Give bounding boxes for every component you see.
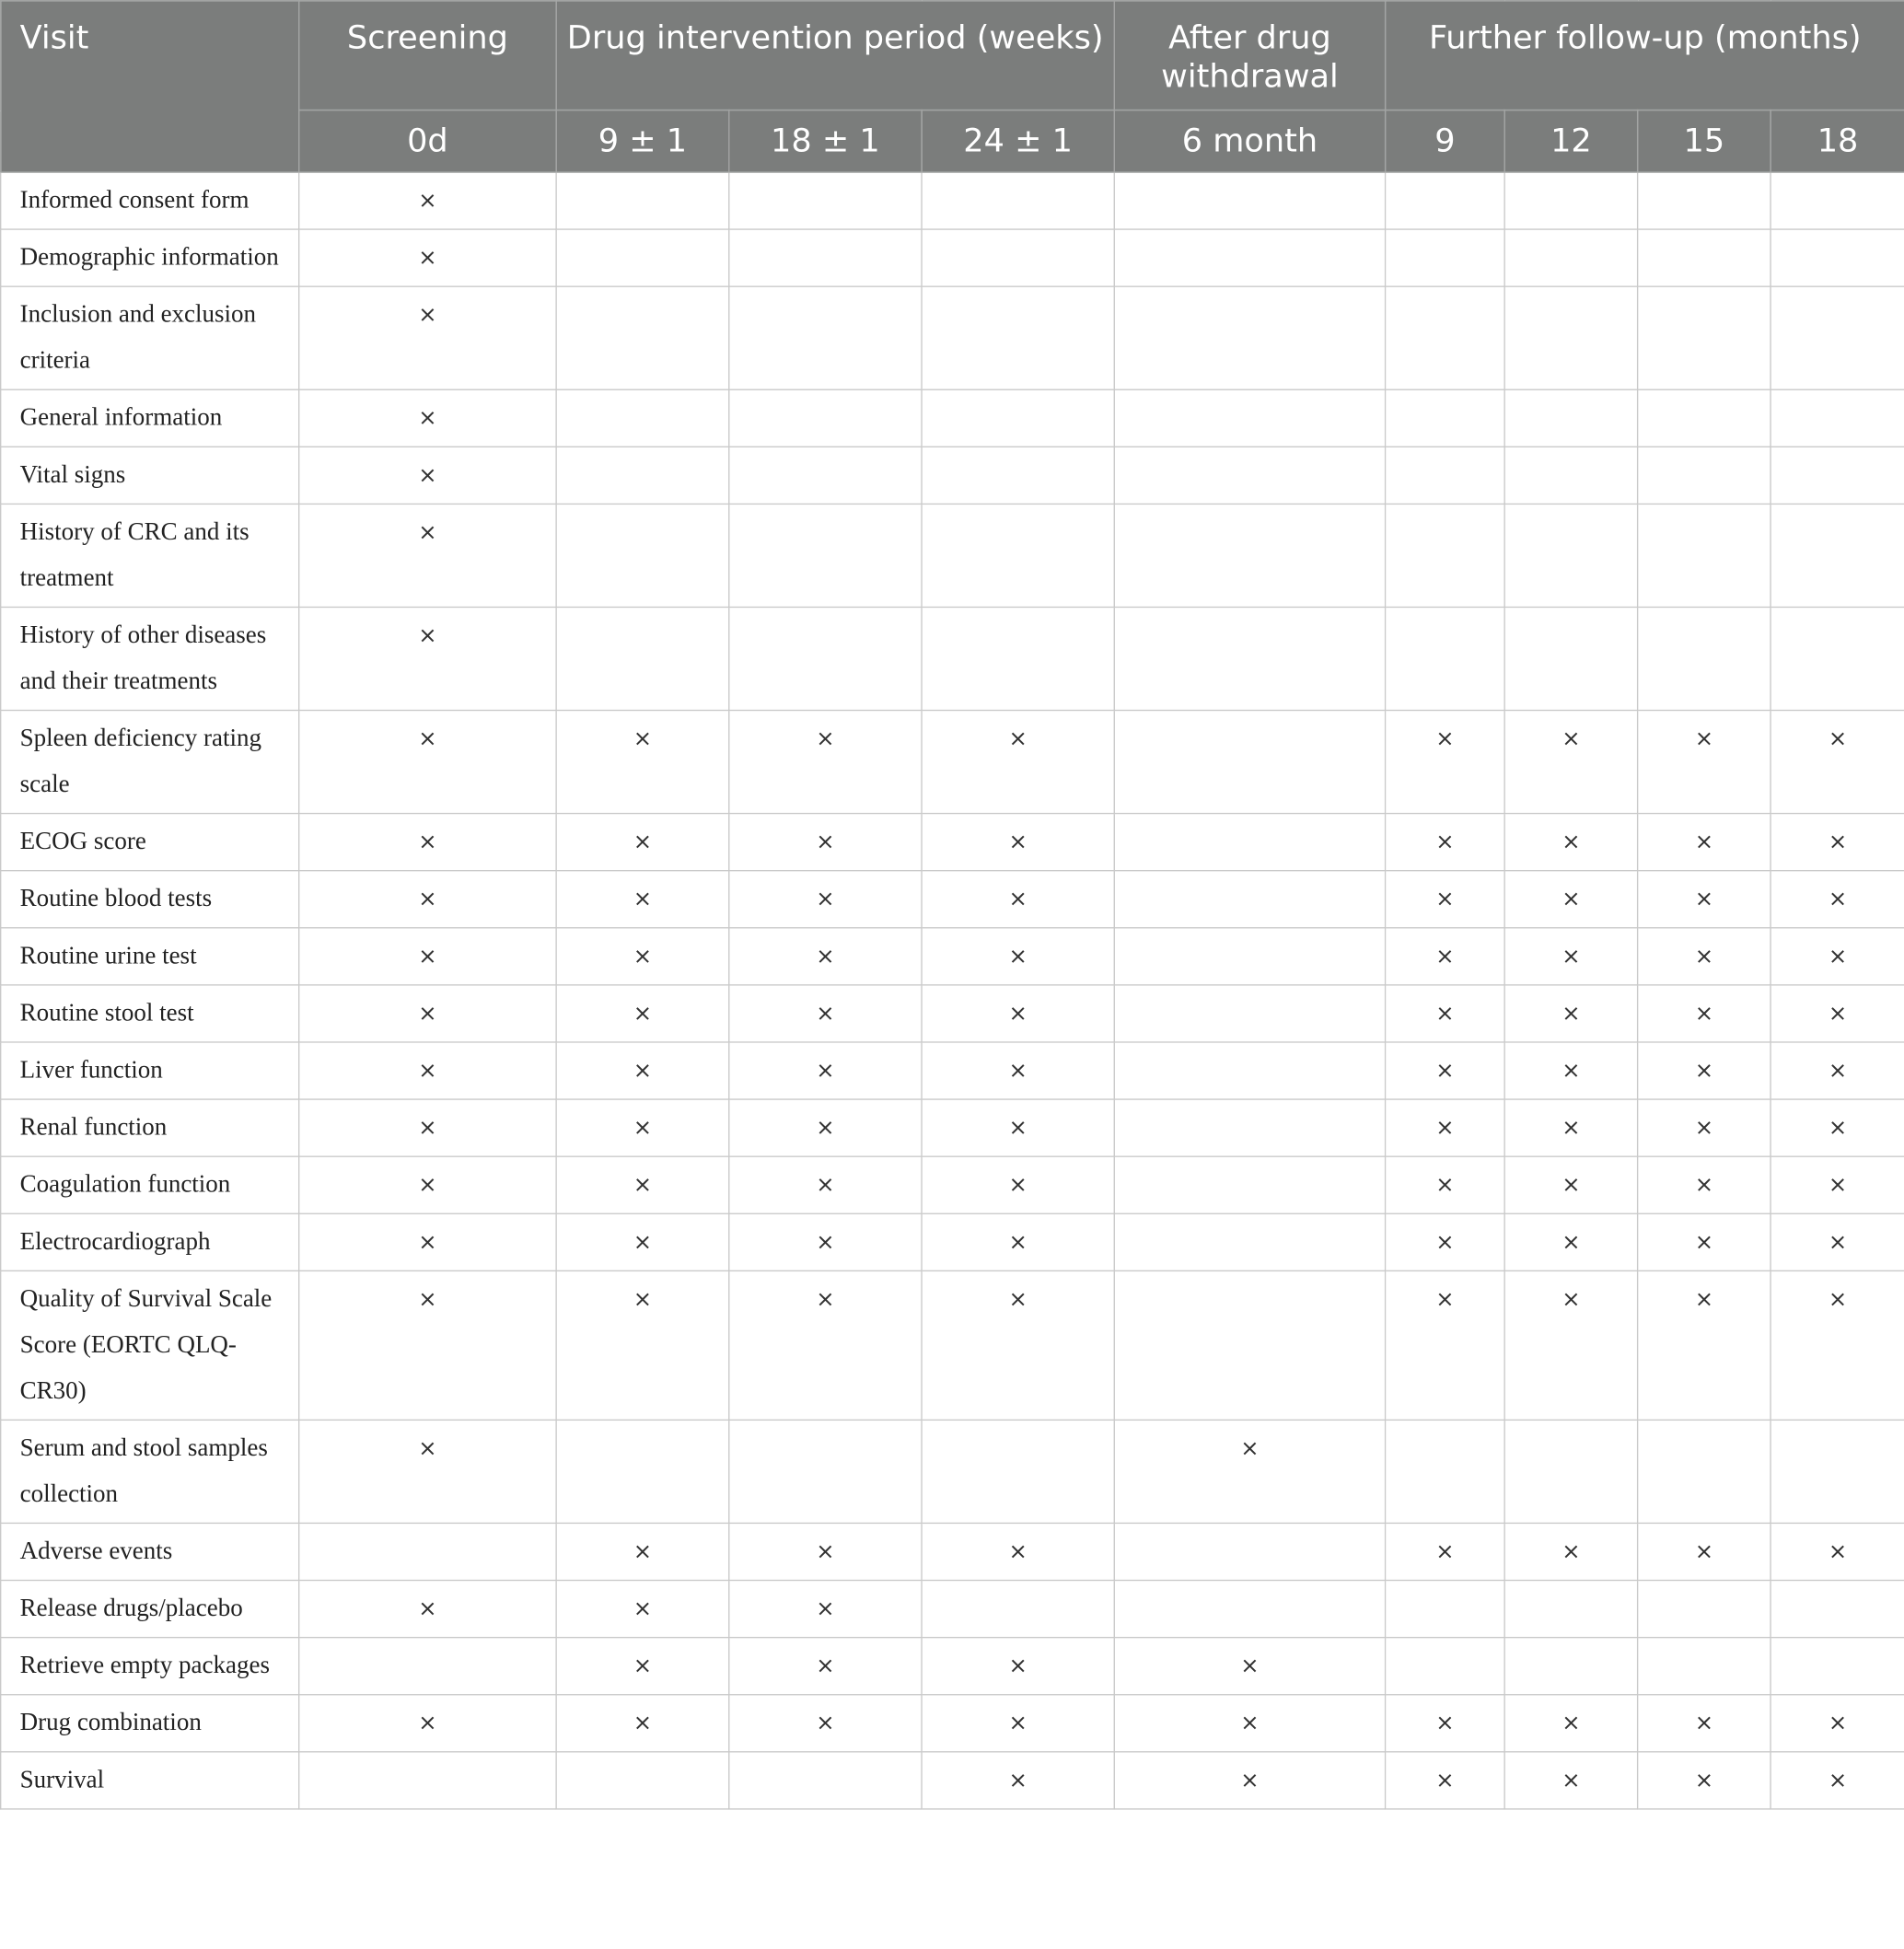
schedule-cell: × (1386, 711, 1505, 814)
schedule-cell: × (1770, 1695, 1904, 1752)
schedule-cell (1770, 286, 1904, 389)
timepoint-header: 18 ± 1 (729, 110, 922, 172)
row-label: Routine stool test (1, 985, 299, 1042)
schedule-cell: × (729, 928, 922, 985)
schedule-cell: × (729, 711, 922, 814)
timepoint-header: 6 month (1114, 110, 1385, 172)
schedule-cell: × (1770, 1156, 1904, 1213)
schedule-cell: × (922, 1270, 1114, 1420)
row-label: Adverse events (1, 1523, 299, 1580)
schedule-cell: × (729, 1695, 922, 1752)
schedule-cell: × (1638, 1042, 1770, 1099)
schedule-cell: × (1770, 871, 1904, 928)
schedule-cell: × (1504, 1752, 1637, 1809)
schedule-cell (1386, 286, 1505, 389)
schedule-cell: × (299, 607, 556, 710)
schedule-cell: × (1504, 1695, 1637, 1752)
schedule-cell: × (1386, 1042, 1505, 1099)
schedule-cell (299, 1752, 556, 1809)
schedule-cell (922, 1420, 1114, 1523)
schedule-cell: × (1504, 985, 1637, 1042)
row-label: Routine urine test (1, 928, 299, 985)
schedule-cell (1114, 1581, 1385, 1638)
schedule-cell (556, 1420, 729, 1523)
schedule-cell (1114, 1099, 1385, 1156)
row-label: Spleen deficiency rating scale (1, 711, 299, 814)
header-screening: Screening (299, 1, 556, 110)
schedule-cell: × (1386, 1213, 1505, 1270)
schedule-cell: × (729, 985, 922, 1042)
schedule-cell (1638, 447, 1770, 504)
schedule-cell (729, 607, 922, 710)
schedule-cell: × (1504, 1099, 1637, 1156)
schedule-cell (1638, 286, 1770, 389)
schedule-cell (1386, 447, 1505, 504)
schedule-cell (729, 286, 922, 389)
schedule-cell: × (556, 985, 729, 1042)
schedule-cell: × (1770, 814, 1904, 871)
schedule-cell: × (1638, 1695, 1770, 1752)
schedule-cell (1504, 172, 1637, 229)
schedule-cell (556, 607, 729, 710)
schedule-cell: × (1504, 1523, 1637, 1580)
table-row (1, 1523, 1904, 1580)
table-row (1, 172, 1904, 229)
schedule-cell: × (1504, 814, 1637, 871)
schedule-cell: × (556, 928, 729, 985)
schedule-cell (1770, 229, 1904, 286)
table-row (1, 711, 1904, 814)
schedule-cell: × (556, 814, 729, 871)
schedule-cell (1770, 1420, 1904, 1523)
schedule-cell (1114, 607, 1385, 710)
schedule-cell: × (556, 1213, 729, 1270)
row-label: Liver function (1, 1042, 299, 1099)
schedule-cell: × (1114, 1420, 1385, 1523)
row-label: Demographic information (1, 229, 299, 286)
schedule-cell: × (1386, 985, 1505, 1042)
schedule-cell (1770, 1581, 1904, 1638)
schedule-cell: × (299, 229, 556, 286)
schedule-cell (1114, 229, 1385, 286)
schedule-cell: × (299, 286, 556, 389)
schedule-cell: × (729, 1099, 922, 1156)
schedule-cell: × (1770, 1270, 1904, 1420)
schedule-cell (556, 447, 729, 504)
schedule-cell (1504, 1581, 1637, 1638)
schedule-cell: × (922, 1213, 1114, 1270)
schedule-cell (1114, 928, 1385, 985)
schedule-cell (729, 229, 922, 286)
schedule-cell (1504, 504, 1637, 607)
schedule-cell: × (556, 1638, 729, 1695)
table-row (1, 1099, 1904, 1156)
schedule-cell: × (1504, 1270, 1637, 1420)
schedule-cell: × (729, 1523, 922, 1580)
schedule-cell (1386, 1420, 1505, 1523)
table-row (1, 229, 1904, 286)
schedule-cell: × (1770, 985, 1904, 1042)
schedule-cell (1770, 1638, 1904, 1695)
schedule-cell (556, 504, 729, 607)
schedule-cell: × (556, 1042, 729, 1099)
table-row (1, 447, 1904, 504)
schedule-cell (1114, 1156, 1385, 1213)
schedule-cell (922, 607, 1114, 710)
table-row (1, 928, 1904, 985)
schedule-cell: × (1504, 871, 1637, 928)
schedule-cell: × (1386, 871, 1505, 928)
schedule-cell: × (922, 1638, 1114, 1695)
schedule-cell: × (922, 814, 1114, 871)
schedule-cell: × (1770, 1042, 1904, 1099)
schedule-cell (1504, 229, 1637, 286)
schedule-cell: × (299, 447, 556, 504)
table-row (1, 1638, 1904, 1695)
timepoint-header: 9 ± 1 (556, 110, 729, 172)
timepoint-header: 12 (1504, 110, 1637, 172)
schedule-cell (1504, 286, 1637, 389)
schedule-cell (1770, 607, 1904, 710)
table-row (1, 871, 1904, 928)
schedule-cell: × (1504, 928, 1637, 985)
schedule-cell: × (1638, 1523, 1770, 1580)
row-label: Quality of Survival Scale Score (EORTC QLQ-CR30) (1, 1270, 299, 1420)
schedule-cell: × (1386, 928, 1505, 985)
schedule-cell: × (299, 814, 556, 871)
schedule-cell: × (299, 985, 556, 1042)
schedule-cell (922, 447, 1114, 504)
schedule-cell: × (1770, 1213, 1904, 1270)
table-row (1, 985, 1904, 1042)
schedule-cell: × (729, 1213, 922, 1270)
schedule-cell: × (556, 1581, 729, 1638)
schedule-cell (1638, 1581, 1770, 1638)
header-row-groups (1, 1, 1904, 110)
schedule-cell: × (1386, 1156, 1505, 1213)
schedule-cell: × (1386, 1695, 1505, 1752)
schedule-cell (1504, 607, 1637, 710)
table-row (1, 1581, 1904, 1638)
schedule-cell: × (1386, 1752, 1505, 1809)
schedule-cell: × (922, 1695, 1114, 1752)
header-after-withdrawal: After drug withdrawal (1114, 1, 1385, 110)
schedule-cell: × (556, 1099, 729, 1156)
schedule-cell (922, 1581, 1114, 1638)
schedule-cell (1114, 1523, 1385, 1580)
schedule-cell (556, 286, 729, 389)
timepoint-header: 0d (299, 110, 556, 172)
schedule-cell: × (299, 1581, 556, 1638)
schedule-cell: × (299, 1042, 556, 1099)
schedule-cell: × (1638, 871, 1770, 928)
schedule-cell (1386, 229, 1505, 286)
schedule-cell: × (1770, 711, 1904, 814)
schedule-cell (556, 229, 729, 286)
row-label: Renal function (1, 1099, 299, 1156)
timepoint-header: 15 (1638, 110, 1770, 172)
schedule-cell: × (299, 928, 556, 985)
schedule-cell (299, 1638, 556, 1695)
schedule-cell: × (729, 871, 922, 928)
schedule-cell (1504, 1420, 1637, 1523)
schedule-cell: × (556, 711, 729, 814)
schedule-cell (556, 1752, 729, 1809)
schedule-cell: × (299, 871, 556, 928)
schedule-cell (922, 172, 1114, 229)
row-label: Vital signs (1, 447, 299, 504)
row-label: Routine blood tests (1, 871, 299, 928)
schedule-cell (1638, 229, 1770, 286)
schedule-cell: × (1386, 1270, 1505, 1420)
schedule-cell (1386, 1638, 1505, 1695)
table-row (1, 1752, 1904, 1809)
schedule-cell: × (1770, 1523, 1904, 1580)
schedule-cell: × (729, 1042, 922, 1099)
schedule-cell: × (922, 1042, 1114, 1099)
schedule-cell (1770, 504, 1904, 607)
schedule-cell: × (922, 1752, 1114, 1809)
schedule-cell (1638, 607, 1770, 710)
schedule-cell: × (299, 1213, 556, 1270)
schedule-cell: × (729, 1581, 922, 1638)
schedule-cell: × (556, 1523, 729, 1580)
schedule-cell: × (1638, 814, 1770, 871)
table-row (1, 814, 1904, 871)
schedule-cell: × (1114, 1752, 1385, 1809)
row-label: Electrocardiograph (1, 1213, 299, 1270)
schedule-cell: × (299, 1099, 556, 1156)
schedule-cell: × (299, 389, 556, 447)
schedule-cell: × (729, 1270, 922, 1420)
schedule-cell: × (299, 711, 556, 814)
schedule-cell: × (922, 1523, 1114, 1580)
schedule-cell: × (1638, 1213, 1770, 1270)
table-row (1, 1156, 1904, 1213)
table-row (1, 1420, 1904, 1523)
schedule-cell: × (922, 985, 1114, 1042)
timepoint-header: 24 ± 1 (922, 110, 1114, 172)
row-label: History of CRC and its treatment (1, 504, 299, 607)
schedule-cell (1386, 607, 1505, 710)
schedule-cell: × (1386, 1099, 1505, 1156)
row-label: History of other diseases and their treatments (1, 607, 299, 710)
schedule-cell (922, 504, 1114, 607)
schedule-cell: × (1504, 1156, 1637, 1213)
table-row (1, 1042, 1904, 1099)
schedule-cell (1638, 1420, 1770, 1523)
schedule-cell: × (729, 1156, 922, 1213)
schedule-cell (922, 389, 1114, 447)
schedule-cell: × (299, 1420, 556, 1523)
schedule-cell (729, 504, 922, 607)
schedule-cell: × (556, 1156, 729, 1213)
schedule-cell: × (556, 1270, 729, 1420)
row-label: Release drugs/placebo (1, 1581, 299, 1638)
schedule-cell: × (299, 1156, 556, 1213)
schedule-cell (729, 389, 922, 447)
table-row (1, 1695, 1904, 1752)
schedule-cell: × (1386, 814, 1505, 871)
row-label: Drug combination (1, 1695, 299, 1752)
schedule-cell (1114, 286, 1385, 389)
schedule-cell: × (1504, 1042, 1637, 1099)
schedule-cell: × (299, 172, 556, 229)
row-label: Informed consent form (1, 172, 299, 229)
schedule-cell: × (922, 1099, 1114, 1156)
schedule-cell: × (922, 711, 1114, 814)
row-label: Survival (1, 1752, 299, 1809)
schedule-cell (1386, 504, 1505, 607)
schedule-cell (1114, 1213, 1385, 1270)
schedule-cell: × (1504, 1213, 1637, 1270)
header-visit: Visit (1, 1, 299, 172)
schedule-cell (1114, 389, 1385, 447)
table-row (1, 1213, 1904, 1270)
schedule-cell: × (1770, 1752, 1904, 1809)
table-body (1, 172, 1904, 1809)
schedule-cell (1386, 172, 1505, 229)
row-label: Serum and stool samples collection (1, 1420, 299, 1523)
schedule-cell (922, 229, 1114, 286)
schedule-cell (1770, 389, 1904, 447)
schedule-cell (1770, 447, 1904, 504)
schedule-cell: × (922, 1156, 1114, 1213)
schedule-cell (1114, 504, 1385, 607)
schedule-cell (729, 1752, 922, 1809)
table-header (1, 1, 1904, 172)
table-row (1, 504, 1904, 607)
schedule-cell (556, 172, 729, 229)
schedule-cell (1114, 1042, 1385, 1099)
schedule-cell: × (299, 1695, 556, 1752)
schedule-cell: × (1114, 1695, 1385, 1752)
table-row (1, 607, 1904, 710)
row-label: Coagulation function (1, 1156, 299, 1213)
schedule-cell (1504, 389, 1637, 447)
schedule-cell: × (1114, 1638, 1385, 1695)
schedule-cell: × (556, 1695, 729, 1752)
schedule-cell: × (1638, 1156, 1770, 1213)
schedule-cell (1386, 389, 1505, 447)
schedule-cell (729, 1420, 922, 1523)
row-label: Retrieve empty packages (1, 1638, 299, 1695)
schedule-cell (1114, 711, 1385, 814)
schedule-cell: × (1638, 1752, 1770, 1809)
schedule-cell (1114, 172, 1385, 229)
schedule-cell (1114, 871, 1385, 928)
schedule-cell (922, 286, 1114, 389)
schedule-cell (1386, 1581, 1505, 1638)
schedule-cell (556, 389, 729, 447)
schedule-cell (1638, 1638, 1770, 1695)
schedule-cell (1504, 447, 1637, 504)
row-label: General information (1, 389, 299, 447)
header-follow-up: Further follow-up (months) (1386, 1, 1904, 110)
schedule-cell: × (1638, 985, 1770, 1042)
timepoint-header: 9 (1386, 110, 1505, 172)
schedule-cell (729, 447, 922, 504)
row-label: Inclusion and exclusion criteria (1, 286, 299, 389)
schedule-cell: × (1638, 928, 1770, 985)
schedule-cell (1114, 1270, 1385, 1420)
schedule-cell (1114, 985, 1385, 1042)
schedule-cell: × (729, 1638, 922, 1695)
schedule-cell: × (1386, 1523, 1505, 1580)
schedule-cell (1638, 389, 1770, 447)
schedule-cell (1638, 172, 1770, 229)
row-label: ECOG score (1, 814, 299, 871)
header-drug-period: Drug intervention period (weeks) (556, 1, 1114, 110)
schedule-cell (1504, 1638, 1637, 1695)
schedule-cell: × (1638, 1270, 1770, 1420)
schedule-cell (1638, 504, 1770, 607)
schedule-cell: × (1770, 1099, 1904, 1156)
schedule-cell: × (922, 928, 1114, 985)
table-row (1, 286, 1904, 389)
schedule-cell: × (1638, 711, 1770, 814)
schedule-cell (1114, 447, 1385, 504)
schedule-cell: × (1770, 928, 1904, 985)
schedule-cell: × (922, 871, 1114, 928)
table-row (1, 389, 1904, 447)
schedule-cell (729, 172, 922, 229)
schedule-cell: × (299, 1270, 556, 1420)
table-row (1, 1270, 1904, 1420)
timepoint-header: 18 (1770, 110, 1904, 172)
schedule-cell: × (1638, 1099, 1770, 1156)
schedule-cell: × (1504, 711, 1637, 814)
schedule-cell: × (556, 871, 729, 928)
schedule-cell: × (299, 504, 556, 607)
schedule-cell (1114, 814, 1385, 871)
schedule-cell (299, 1523, 556, 1580)
schedule-cell (1770, 172, 1904, 229)
schedule-cell: × (729, 814, 922, 871)
